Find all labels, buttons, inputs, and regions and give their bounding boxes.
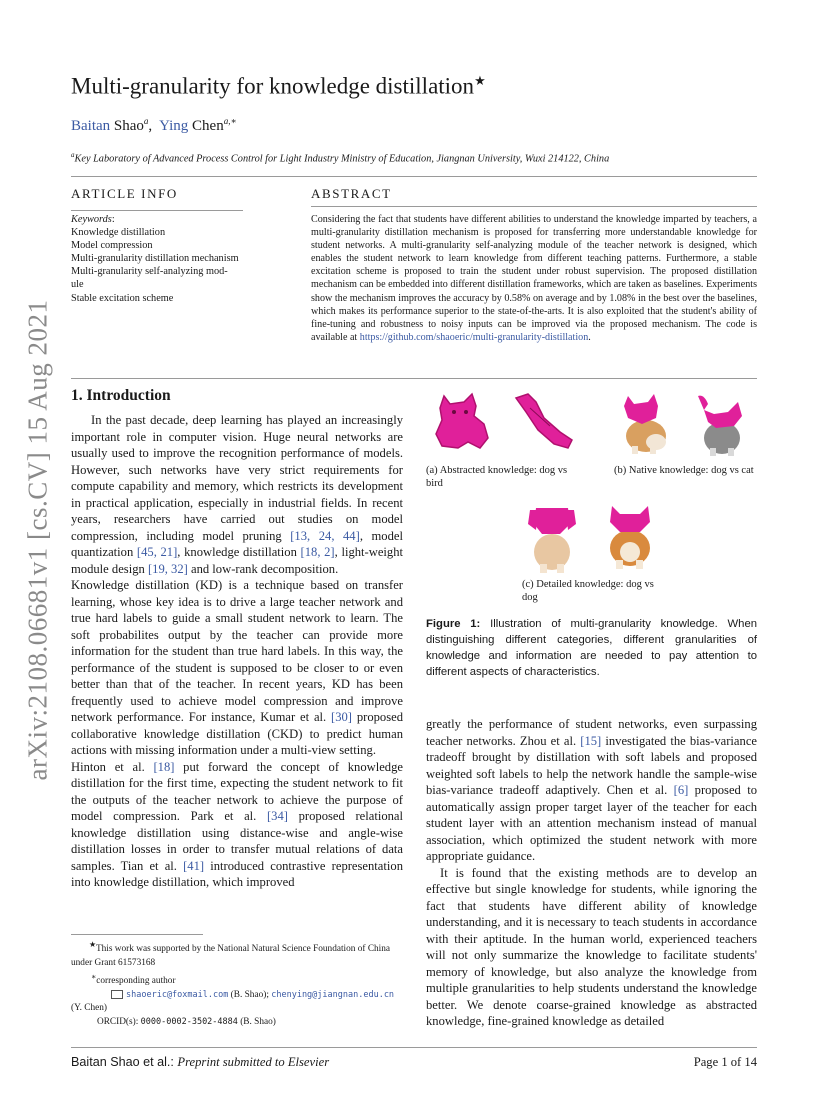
author1-last: Shao <box>113 118 144 134</box>
article-info-divider <box>71 210 243 211</box>
abstract-heading: ABSTRACT <box>311 186 392 201</box>
keywords-block: Keywords: Knowledge distillation Model compression Multi-granularity distillation mechanism Multi-granularity self-analyzing mod- ule Stable excitation scheme <box>71 213 251 305</box>
citation-link[interactable]: [41] <box>183 858 205 873</box>
abstract-bottom-divider <box>71 378 757 379</box>
paragraph: Knowledge distillation (KD) is a technique based on transfer learning, whose key idea is to drive a large teacher network and true hard labels to guide a small student network to learn. The soft probabilites output by the teacher can provide more information for the student than true hard labels. In this way, the performance of the student is supposed to be closer to or even better than that of the teacher. In recent years, KD has been frequently used to achieve model compression and improve network performance. For instance, Kumar et al. [30] proposed collaborative knowledge distillation (CKD) to predict human actions with missing information under a multi-view setting. <box>71 578 403 757</box>
funding-note: This work was supported by the National Natural Science Foundation of China under Grant 61573168 <box>71 944 391 968</box>
keyword: Multi-granularity distillation mechanism <box>71 253 239 265</box>
keywords-label: Keywords <box>71 214 112 225</box>
right-column-body <box>426 716 757 1030</box>
author1-first[interactable]: Baitan <box>71 118 111 134</box>
citation-link[interactable]: [18] <box>153 759 175 774</box>
author-list: Baitan Shao$^a$, Ying Chen$^{a,∗}$ <box>71 116 237 134</box>
citation-link[interactable]: [6] <box>673 783 689 797</box>
subfigure-caption-b: (b) Native knowledge: dog vs cat <box>614 465 754 476</box>
paragraph: Hinton et al. [18] put forward the concept of knowledge distillation for the first time, expecting the student network to fit the outputs of the teacher network to achieve the purpose of model compression. Park et al. [34] proposed relational knowledge distillation using distance-wise and angle-wise distillation losses in order to transfer mutual relations of data samples. Tian et al. [41] introduced contrastive representation into knowledge distillation, which improved <box>71 759 404 889</box>
footnote-divider <box>71 934 203 935</box>
footer-divider <box>71 1047 757 1048</box>
affiliation: $^a$Key Laboratory of Advanced Process Control for Light Industry Ministry of Education, Jiangnan University, Wuxi 214122, China <box>71 151 610 165</box>
citation-link[interactable]: [18, 2] <box>300 545 335 559</box>
author2-last: Chen <box>192 118 224 134</box>
code-link[interactable]: https://github.com/shaoeric/multi-granularity-distillation <box>359 331 589 343</box>
arxiv-id: arXiv:2108.06681v1 [cs.CV] 15 Aug 2021 <box>22 299 53 781</box>
page-number: Page 1 of 14 <box>693 1055 757 1069</box>
keyword: Stable excitation scheme <box>71 292 174 304</box>
citation-link[interactable]: [19, 32] <box>147 561 188 576</box>
keyword: ule <box>71 279 84 291</box>
keyword: Knowledge distillation <box>71 227 166 239</box>
author2-first[interactable]: Ying <box>159 118 189 134</box>
keyword: Model compression <box>71 240 153 252</box>
footer-running-head: Baitan Shao et al.: Preprint submitted to Elsevier <box>71 1055 330 1069</box>
paragraph: In the past decade, deep learning has played an increasingly important role in computer vision. Huge neural networks are usually used to improve the recognition performance of models. However, such networks have very strict requirements for compute capability and memory, which restricts its development in practical application, especially in industrial fields. In recent years, researchers have carried out studies on model compression, including model pruning [13, 24, 44], model quantization [45, 21], knowledge distillation [18, 2], light-weight module design [19, 32] and low-rank decomposition. <box>71 413 404 576</box>
keyword: Multi-granularity self-analyzing mod- <box>71 266 228 278</box>
section-heading-introduction: 1. Introduction <box>71 387 171 404</box>
citation-link[interactable]: [13, 24, 44] <box>290 528 360 543</box>
shiba-dog-image <box>616 390 674 456</box>
subfigure-caption-c: (c) Detailed knowledge: dog vs dog <box>522 579 654 603</box>
footnotes: ★This work was supported by the National Natural Science Foundation of China under Grant 61573168 ∗corresponding author shaoeric@foxmail.com (B. Shao); chenying@jiangnan.edu.cn (Y. Chen) ORCID(s): 0000-0002-3502-4884 (B. Shao) <box>71 940 395 1027</box>
cat-image <box>694 392 750 458</box>
email-link[interactable]: chenying@jiangnan.edu.cn <box>271 989 395 1000</box>
citation-link[interactable]: [34] <box>266 809 288 823</box>
magenta-bird-image <box>510 390 576 452</box>
subfigure-caption-a: (a) Abstracted knowledge: dog vs bird <box>426 465 568 489</box>
corresponding-note: corresponding author <box>96 976 176 987</box>
puppy-image <box>524 502 580 574</box>
arxiv-sidebar-stamp <box>18 290 58 790</box>
figure-caption: Figure 1: Illustration of multi-granularity knowledge. When distinguishing different categories, different granularities of knowledge and information are needed to pay attention to different aspects of characteristics. <box>426 618 758 678</box>
title-footnote-mark: ★ <box>474 73 486 88</box>
shiba-dog-2-image <box>602 502 658 570</box>
paragraph: greatly the performance of student networks, even surpassing teacher networks. Zhou et al. [15] investigated the bias-variance tradeoff brought by distillation with soft labels and proposed weighted soft labels to help the network handle the sample-wise bias-variance tradeoff adaptively. Chen et al. [6] proposed to automatically assign proper target layer of the teacher for each student layer with an attention mechanism instead of manual association, which optimized the student network with more appropriate guidance. <box>426 717 757 863</box>
figure-label: Figure 1: <box>426 618 481 630</box>
citation-link[interactable]: [45, 21] <box>136 545 178 559</box>
email-icon <box>111 990 123 999</box>
magenta-dog-image <box>430 390 494 452</box>
left-column-body <box>71 412 403 891</box>
abstract-divider <box>311 206 757 207</box>
email-link[interactable]: shaoeric@foxmail.com <box>126 989 229 1000</box>
article-info-heading: ARTICLE INFO <box>71 186 178 201</box>
orcid-id: 0000-0002-3502-4884 <box>140 1016 238 1027</box>
citation-link[interactable]: [30] <box>331 710 352 724</box>
paper-title: Multi-granularity for knowledge distillation★ <box>71 73 486 99</box>
figure-1 <box>426 386 757 612</box>
citation-link[interactable]: [15] <box>580 733 602 748</box>
paragraph: It is found that the existing methods are to develop an effective but single knowledge for students, while ignoring the fact that students have different ability of knowledge understanding, and it is necessary to teach students in accordance with their aptitude. In the human world, experienced teachers will not only summarize the knowledge to facilitate students' memory of knowledge, but also analyze the knowledge from multiple granularities to help students understand the knowledge better. We denote coarse-grained knowledge as abstracted knowledge, fine-grained knowledge as detailed <box>426 865 757 1028</box>
abstract-text: Considering the fact that students have different abilities to understand the knowledge imparted by teachers, a multi-granularity distillation mechanism is proposed for transferring more understandable knowledge for student networks. A multi-granularity self-analyzing module of the teacher network is designed, which enables the student network to learn knowledge from different teaching patterns. Furthermore, a stable excitation scheme is proposed to train the student under robust supervision. The proposed distillation mechanism can be embedded into different distillation frameworks, which are taken as baselines. Experiments show the mechanism improves the accuracy by 0.58% on average and by 1.08% in the best over the baselines, which makes its performance superior to the state-of-the-arts. It is also exploited that the student's ability of fine-tuning and robustness to noisy inputs can be improved via the proposed mechanism. The code is available at https://github.com/shaoeric/multi-granularity-distillation. <box>311 214 757 343</box>
header-divider <box>71 176 757 177</box>
